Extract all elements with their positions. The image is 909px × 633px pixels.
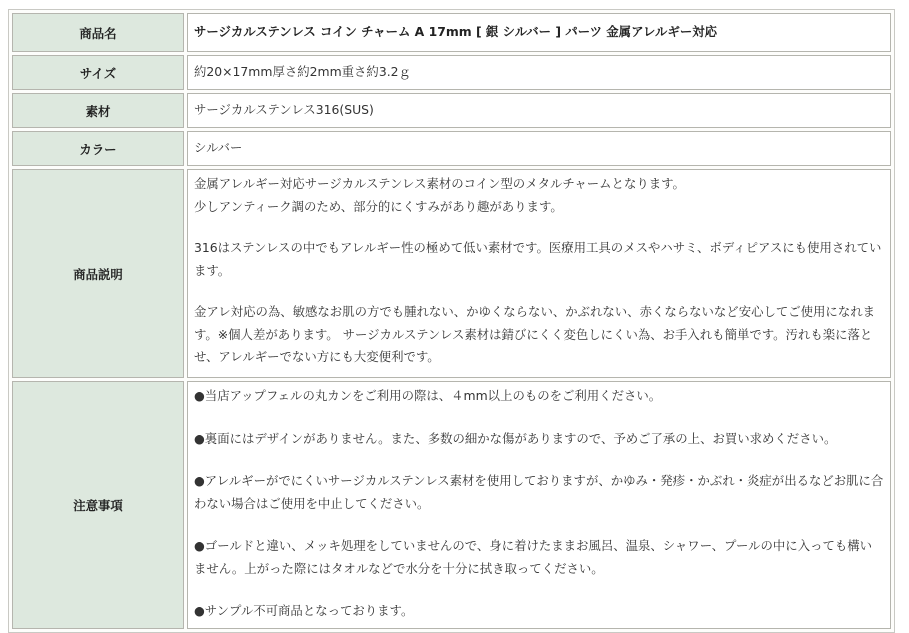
value-product-name <box>187 13 891 52</box>
description-paragraph-2: 316はステンレスの中でもアレルギー性の極めて低い素材です。医療用工具のメスやハサミ、ボディピアスにも使用されています。 <box>194 240 882 278</box>
description-line-1: 金属アレルギー対応サージカルステンレス素材のコイン型のメタルチャームとなります。 <box>194 176 685 191</box>
value-color: シルバー <box>187 131 891 166</box>
value-notes <box>187 381 891 629</box>
label-product-name: 商品名 <box>12 13 184 52</box>
note-item: ●サンプル不可商品となっております。 <box>194 603 414 618</box>
product-name-text: サージカルステンレス コイン チャーム A 17mm [ 銀 シルバー ] パーツ 金属アレルギー対応 <box>194 24 718 40</box>
row-product-name <box>12 13 891 52</box>
row-size <box>12 55 891 90</box>
product-spec-table <box>8 9 895 633</box>
value-description <box>187 169 891 378</box>
label-notes: 注意事項 <box>12 381 184 629</box>
label-material: 素材 <box>12 93 184 128</box>
description-paragraph-3: 金アレ対応の為、敏感なお肌の方でも腫れない、かゆくならない、かぶれない、赤くならないなど安心してご使用になれます。※個人差があります。 サージカルステンレス素材は錆びにくく変色しにくい為、お手入れも簡単です。汚れも楽に落とせ、アレルギーでない方にも大変便利です。 <box>194 304 875 364</box>
label-size: サイズ <box>12 55 184 90</box>
row-material <box>12 93 891 128</box>
label-color: カラー <box>12 131 184 166</box>
row-notes <box>12 381 891 629</box>
description-line-2: 少しアンティーク調のため、部分的にくすみがあり趣があります。 <box>194 198 563 214</box>
label-description: 商品説明 <box>12 169 184 378</box>
row-color <box>12 131 891 166</box>
value-material: サージカルステンレス316(SUS) <box>187 93 891 128</box>
note-item: ●当店アップフェルの丸カンをご利用の際は、４mm以上のものをご利用ください。 <box>194 388 662 403</box>
note-item: ●裏面にはデザインがありません。また、多数の細かな傷がありますので、予めご了承の上、お買い求めください。 <box>194 430 837 446</box>
note-item: ●アレルギーがでにくいサージカルステンレス素材を使用しておりますが、かゆみ・発疹・かぶれ・炎症が出るなどお肌に合わない場合はご使用を中止してください。 <box>194 473 884 511</box>
row-description <box>12 169 891 378</box>
note-item: ●ゴールドと違い、メッキ処理をしていませんので、身に着けたままお風呂、温泉、シャワー、プールの中に入っても構いません。上がった際にはタオルなどで水分を十分に拭き取ってください。 <box>194 538 873 576</box>
value-size: 約20×17mm厚さ約2mm重さ約3.2ｇ <box>187 55 891 90</box>
